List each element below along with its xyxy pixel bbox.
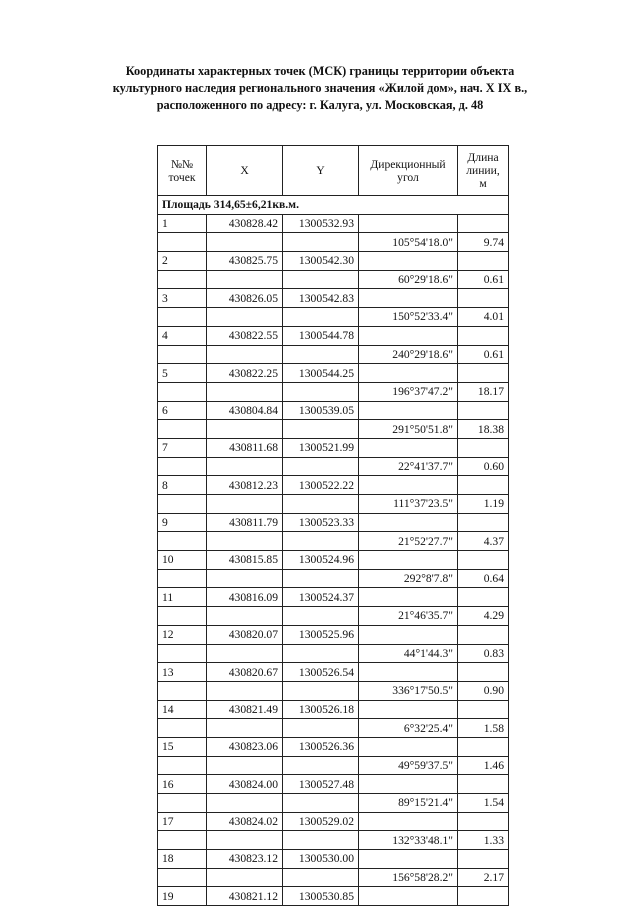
empty-cell — [283, 420, 359, 439]
segment-row — [158, 794, 509, 813]
segment-direction-angle: 240°29'18.6" — [359, 345, 458, 364]
point-row — [158, 476, 509, 495]
segment-row — [158, 495, 509, 514]
segment-length: 4.37 — [458, 532, 509, 551]
point-y: 1300526.18 — [283, 700, 359, 719]
segment-row — [158, 569, 509, 588]
empty-cell — [158, 345, 207, 364]
empty-cell — [458, 252, 509, 271]
point-number: 8 — [158, 476, 207, 495]
area-row — [158, 196, 509, 215]
empty-cell — [283, 607, 359, 626]
segment-length: 0.64 — [458, 569, 509, 588]
title-line-1: Координаты характерных точек (МСК) границы территории объекта — [125, 64, 515, 78]
segment-direction-angle: 60°29'18.6" — [359, 270, 458, 289]
empty-cell — [359, 812, 458, 831]
segment-direction-angle: 336°17'50.5" — [359, 681, 458, 700]
point-y: 1300529.02 — [283, 812, 359, 831]
empty-cell — [158, 382, 207, 401]
point-number: 11 — [158, 588, 207, 607]
coordinates-table — [157, 145, 509, 906]
empty-cell — [458, 326, 509, 345]
segment-row — [158, 756, 509, 775]
segment-row — [158, 270, 509, 289]
segment-direction-angle: 196°37'47.2" — [359, 382, 458, 401]
empty-cell — [207, 681, 283, 700]
empty-cell — [359, 588, 458, 607]
segment-row — [158, 868, 509, 887]
point-number: 19 — [158, 887, 207, 906]
point-y: 1300530.85 — [283, 887, 359, 906]
point-x: 430824.02 — [207, 812, 283, 831]
point-row — [158, 401, 509, 420]
header-direction-angle: Дирекционный угол — [359, 146, 458, 196]
point-row — [158, 252, 509, 271]
point-number: 14 — [158, 700, 207, 719]
empty-cell — [207, 569, 283, 588]
empty-cell — [283, 270, 359, 289]
empty-cell — [458, 663, 509, 682]
empty-cell — [207, 457, 283, 476]
empty-cell — [207, 868, 283, 887]
empty-cell — [158, 457, 207, 476]
segment-length: 0.61 — [458, 270, 509, 289]
point-row — [158, 700, 509, 719]
segment-length: 0.83 — [458, 644, 509, 663]
point-y: 1300544.25 — [283, 364, 359, 383]
point-y: 1300524.37 — [283, 588, 359, 607]
segment-direction-angle: 132°33'48.1" — [359, 831, 458, 850]
empty-cell — [158, 532, 207, 551]
point-row — [158, 737, 509, 756]
segment-length: 2.17 — [458, 868, 509, 887]
header-x: X — [207, 146, 283, 196]
point-x: 430812.23 — [207, 476, 283, 495]
header-line-length: Длина линии, м — [458, 146, 509, 196]
empty-cell — [158, 495, 207, 514]
empty-cell — [283, 831, 359, 850]
point-x: 430820.07 — [207, 625, 283, 644]
empty-cell — [359, 438, 458, 457]
point-y: 1300527.48 — [283, 775, 359, 794]
segment-row — [158, 382, 509, 401]
empty-cell — [359, 476, 458, 495]
empty-cell — [458, 775, 509, 794]
segment-row — [158, 607, 509, 626]
segment-length: 4.29 — [458, 607, 509, 626]
point-number: 1 — [158, 214, 207, 233]
empty-cell — [359, 775, 458, 794]
point-x: 430811.68 — [207, 438, 283, 457]
segment-direction-angle: 292°8'7.8" — [359, 569, 458, 588]
segment-row — [158, 681, 509, 700]
empty-cell — [458, 364, 509, 383]
point-x: 430820.67 — [207, 663, 283, 682]
point-number: 12 — [158, 625, 207, 644]
segment-direction-angle: 105°54'18.0" — [359, 233, 458, 252]
point-y: 1300524.96 — [283, 551, 359, 570]
empty-cell — [283, 868, 359, 887]
empty-cell — [458, 812, 509, 831]
empty-cell — [158, 644, 207, 663]
point-row — [158, 326, 509, 345]
empty-cell — [359, 850, 458, 869]
point-row — [158, 289, 509, 308]
segment-direction-angle: 89°15'21.4" — [359, 794, 458, 813]
segment-length: 1.19 — [458, 495, 509, 514]
empty-cell — [359, 513, 458, 532]
empty-cell — [207, 382, 283, 401]
point-y: 1300526.54 — [283, 663, 359, 682]
empty-cell — [283, 345, 359, 364]
point-x: 430821.12 — [207, 887, 283, 906]
empty-cell — [283, 532, 359, 551]
point-number: 2 — [158, 252, 207, 271]
point-x: 430821.49 — [207, 700, 283, 719]
segment-length: 9.74 — [458, 233, 509, 252]
empty-cell — [158, 831, 207, 850]
segment-direction-angle: 6°32'25.4" — [359, 719, 458, 738]
point-number: 15 — [158, 737, 207, 756]
empty-cell — [283, 569, 359, 588]
empty-cell — [359, 214, 458, 233]
point-number: 16 — [158, 775, 207, 794]
point-y: 1300544.78 — [283, 326, 359, 345]
point-row — [158, 850, 509, 869]
empty-cell — [359, 252, 458, 271]
point-number: 9 — [158, 513, 207, 532]
point-number: 7 — [158, 438, 207, 457]
point-x: 430815.85 — [207, 551, 283, 570]
empty-cell — [158, 756, 207, 775]
point-number: 3 — [158, 289, 207, 308]
segment-direction-angle: 111°37'23.5" — [359, 495, 458, 514]
empty-cell — [458, 588, 509, 607]
point-y: 1300530.00 — [283, 850, 359, 869]
segment-row — [158, 644, 509, 663]
segment-length: 0.60 — [458, 457, 509, 476]
empty-cell — [158, 308, 207, 327]
table-header-row — [158, 146, 509, 196]
point-row — [158, 364, 509, 383]
empty-cell — [458, 551, 509, 570]
empty-cell — [359, 326, 458, 345]
segment-length: 0.61 — [458, 345, 509, 364]
point-number: 10 — [158, 551, 207, 570]
empty-cell — [283, 681, 359, 700]
area-value: Площадь 314,65±6,21кв.м. — [158, 196, 509, 215]
empty-cell — [207, 644, 283, 663]
point-x: 430823.06 — [207, 737, 283, 756]
point-y: 1300522.22 — [283, 476, 359, 495]
segment-row — [158, 719, 509, 738]
point-number: 6 — [158, 401, 207, 420]
empty-cell — [158, 719, 207, 738]
point-number: 17 — [158, 812, 207, 831]
empty-cell — [158, 233, 207, 252]
point-y: 1300525.96 — [283, 625, 359, 644]
point-y: 1300523.33 — [283, 513, 359, 532]
point-x: 430816.09 — [207, 588, 283, 607]
segment-row — [158, 233, 509, 252]
empty-cell — [283, 457, 359, 476]
segment-direction-angle: 291°50'51.8" — [359, 420, 458, 439]
point-y: 1300542.30 — [283, 252, 359, 271]
empty-cell — [207, 607, 283, 626]
point-x: 430822.25 — [207, 364, 283, 383]
segment-direction-angle: 150°52'33.4" — [359, 308, 458, 327]
empty-cell — [283, 644, 359, 663]
point-row — [158, 775, 509, 794]
segment-row — [158, 420, 509, 439]
point-x: 430826.05 — [207, 289, 283, 308]
point-number: 5 — [158, 364, 207, 383]
empty-cell — [359, 663, 458, 682]
segment-length: 4.01 — [458, 308, 509, 327]
point-y: 1300521.99 — [283, 438, 359, 457]
segment-row — [158, 308, 509, 327]
segment-row — [158, 345, 509, 364]
empty-cell — [158, 794, 207, 813]
empty-cell — [458, 476, 509, 495]
point-y: 1300539.05 — [283, 401, 359, 420]
empty-cell — [207, 794, 283, 813]
empty-cell — [283, 495, 359, 514]
point-row — [158, 663, 509, 682]
empty-cell — [283, 794, 359, 813]
point-number: 13 — [158, 663, 207, 682]
header-y: Y — [283, 146, 359, 196]
empty-cell — [359, 700, 458, 719]
segment-length: 18.17 — [458, 382, 509, 401]
empty-cell — [207, 532, 283, 551]
point-row — [158, 812, 509, 831]
document-title — [70, 63, 570, 114]
segment-direction-angle: 21°52'27.7" — [359, 532, 458, 551]
segment-row — [158, 831, 509, 850]
empty-cell — [207, 831, 283, 850]
segment-direction-angle: 156°58'28.2" — [359, 868, 458, 887]
point-row — [158, 551, 509, 570]
empty-cell — [158, 681, 207, 700]
title-line-3: расположенного по адресу: г. Калуга, ул. Московская, д. 48 — [156, 98, 484, 112]
point-x: 430824.00 — [207, 775, 283, 794]
point-y: 1300532.93 — [283, 214, 359, 233]
point-x: 430823.12 — [207, 850, 283, 869]
empty-cell — [458, 513, 509, 532]
empty-cell — [158, 569, 207, 588]
segment-length: 1.33 — [458, 831, 509, 850]
point-x: 430828.42 — [207, 214, 283, 233]
segment-direction-angle: 21°46'35.7" — [359, 607, 458, 626]
empty-cell — [207, 233, 283, 252]
segment-length: 18.38 — [458, 420, 509, 439]
empty-cell — [207, 756, 283, 775]
empty-cell — [207, 719, 283, 738]
segment-row — [158, 457, 509, 476]
empty-cell — [458, 401, 509, 420]
point-row — [158, 438, 509, 457]
segment-length: 1.58 — [458, 719, 509, 738]
point-row — [158, 625, 509, 644]
empty-cell — [283, 233, 359, 252]
empty-cell — [458, 625, 509, 644]
empty-cell — [458, 214, 509, 233]
segment-length: 1.46 — [458, 756, 509, 775]
empty-cell — [207, 345, 283, 364]
empty-cell — [283, 382, 359, 401]
segment-row — [158, 532, 509, 551]
point-row — [158, 214, 509, 233]
empty-cell — [283, 756, 359, 775]
empty-cell — [158, 607, 207, 626]
empty-cell — [207, 270, 283, 289]
point-row — [158, 588, 509, 607]
point-x: 430804.84 — [207, 401, 283, 420]
segment-direction-angle: 22°41'37.7" — [359, 457, 458, 476]
point-number: 4 — [158, 326, 207, 345]
segment-direction-angle: 49°59'37.5" — [359, 756, 458, 775]
empty-cell — [359, 364, 458, 383]
point-number: 18 — [158, 850, 207, 869]
empty-cell — [283, 719, 359, 738]
segment-length: 0.90 — [458, 681, 509, 700]
header-point-number: №№ точек — [158, 146, 207, 196]
point-y: 1300526.36 — [283, 737, 359, 756]
point-x: 430822.55 — [207, 326, 283, 345]
empty-cell — [359, 625, 458, 644]
empty-cell — [283, 308, 359, 327]
empty-cell — [158, 420, 207, 439]
empty-cell — [458, 850, 509, 869]
empty-cell — [359, 401, 458, 420]
empty-cell — [458, 737, 509, 756]
empty-cell — [158, 270, 207, 289]
empty-cell — [158, 868, 207, 887]
empty-cell — [458, 700, 509, 719]
point-y: 1300542.83 — [283, 289, 359, 308]
empty-cell — [207, 308, 283, 327]
point-row — [158, 513, 509, 532]
point-x: 430825.75 — [207, 252, 283, 271]
empty-cell — [458, 438, 509, 457]
empty-cell — [207, 495, 283, 514]
empty-cell — [458, 289, 509, 308]
segment-length: 1.54 — [458, 794, 509, 813]
empty-cell — [359, 289, 458, 308]
point-x: 430811.79 — [207, 513, 283, 532]
title-line-2: культурного наследия регионального значения «Жилой дом», нач. X IX в., — [112, 81, 528, 95]
empty-cell — [359, 737, 458, 756]
empty-cell — [207, 420, 283, 439]
table-body — [158, 196, 509, 906]
empty-cell — [359, 551, 458, 570]
segment-direction-angle: 44°1'44.3" — [359, 644, 458, 663]
